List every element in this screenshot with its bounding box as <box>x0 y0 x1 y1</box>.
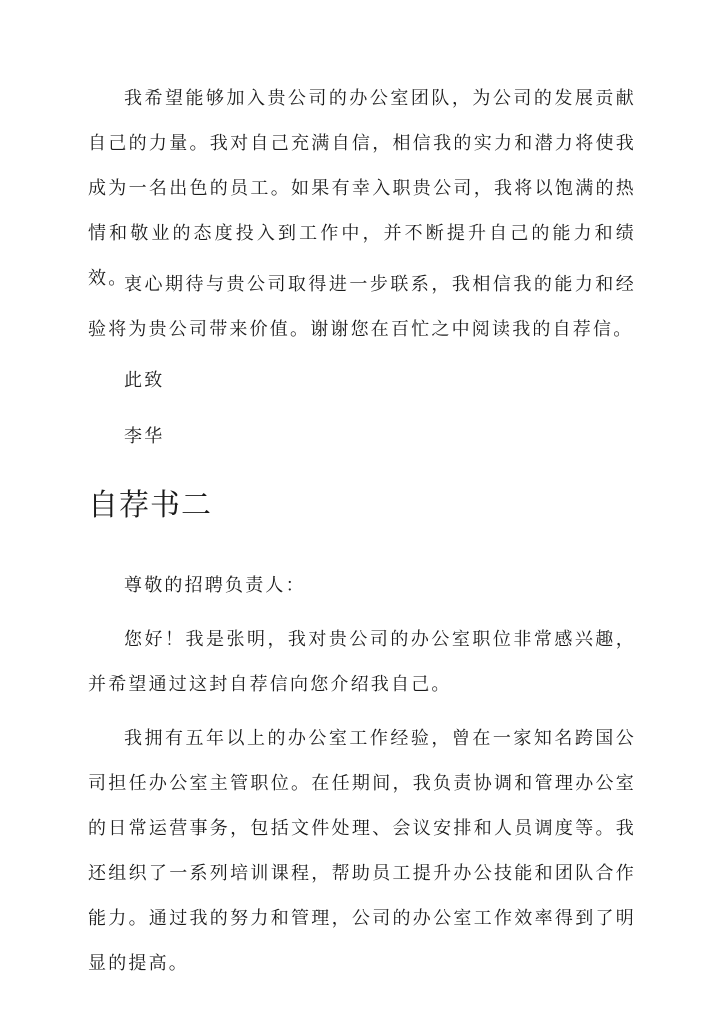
paragraph-hope-to-join: 我希望能够加入贵公司的办公室团队，为公司的发展贡献自己的力量。我对自己充满自信，相信我的实力和潜力将使我成为一名出色的员工。如果有幸入职贵公司，我将以饱满的热情和敬业的态度投入到工作中，并不断提升自己的能力和绩效。 <box>88 88 636 289</box>
signature-name: 李华 <box>124 426 165 447</box>
salutation-text: 尊敬的招聘负责人： <box>124 575 306 596</box>
closing-text: 此致 <box>124 370 165 391</box>
paragraph-look-forward: 衷心期待与贵公司取得进一步联系，我相信我的能力和经验将为贵公司带来价值。谢谢您在百忙之中阅读我的自荐信。 <box>88 274 636 340</box>
paragraph-experience: 我拥有五年以上的办公室工作经验，曾在一家知名跨国公司担任办公室主管职位。在任期间，我负责协调和管理办公室的日常运营事务，包括文件处理、会议安排和人员调度等。我还组织了一系列培训课程，帮助员工提升办公技能和团队合作能力。通过我的努力和管理，公司的办公室工作效率得到了明显的提高。 <box>88 728 636 974</box>
section-heading: 自荐书二 <box>88 488 212 523</box>
paragraph-greeting: 您好！我是张明，我对贵公司的办公室职位非常感兴趣，并希望通过这封自荐信向您介绍我自己。 <box>88 629 636 695</box>
